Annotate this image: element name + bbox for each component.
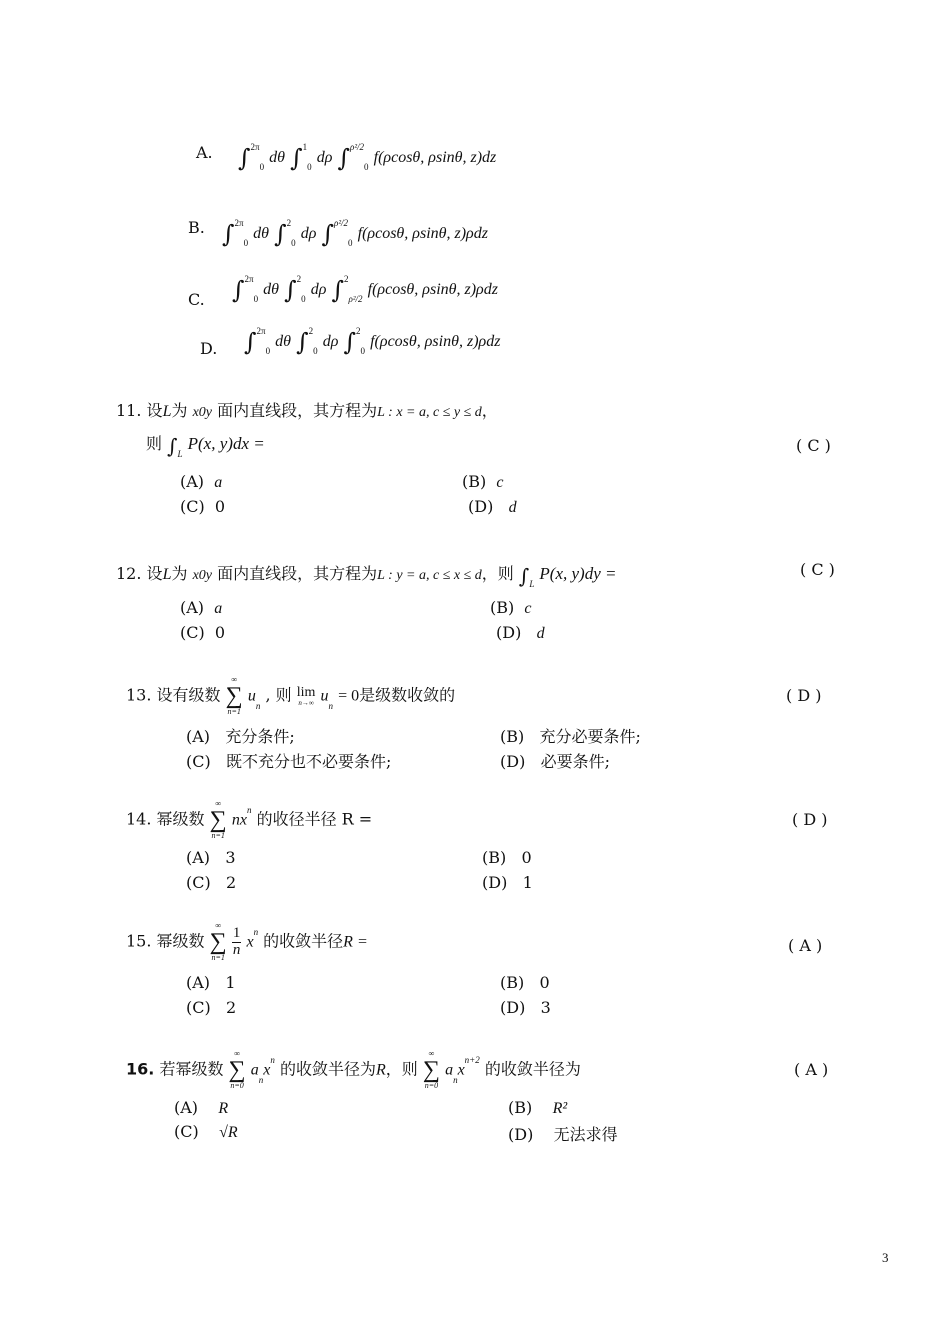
q11-option-c: (C) 0: [180, 497, 226, 516]
q12-option-d: (D) d: [496, 623, 545, 642]
q16-answer: ( A ): [794, 1060, 829, 1079]
q10-option-c: [188, 290, 205, 309]
q16-option-a: (A) R: [174, 1098, 229, 1117]
q10-option-a: [196, 143, 213, 162]
fraction: $\frac{1}{n}$: [232, 924, 241, 958]
q10-option-d: [200, 339, 217, 358]
q15-stem: 15. 幂级数 ∞ ∑ n=1 $\frac{1}{n} x^n$ 的收敛半径R =: [126, 921, 368, 962]
q12-option-b: (B) c: [490, 598, 532, 617]
q13-stem: 13. 设有级数 ∞ ∑ n=1 $u_n$ , 则 lim n→∞ $u_n = 0$是级数收敛的: [126, 675, 456, 716]
q10-option-a-expr: ∫$^{2\pi}_0$ dθ ∫$^1_0$ dρ ∫$^{\rho^2/2}_0$ f(ρcosθ, ρsinθ, z)dz: [238, 142, 497, 172]
q14-option-d: (D) 1: [482, 873, 533, 892]
sigma-sum: ∞ ∑ n=1: [209, 799, 227, 840]
sigma-sum: ∞ ∑ n=1: [209, 921, 227, 962]
q10-option-c-expr: ∫$^{2\pi}_0$ dθ ∫$^2_0$ dρ ∫$^2_{\rho^2/2}$ f(ρcosθ, ρsinθ, z)ρdz: [232, 274, 498, 304]
q12-answer: ( C ): [800, 560, 835, 579]
q11-integral: 则 $\int_L$ P(x, y)dx =: [146, 434, 265, 459]
q11-answer: ( C ): [796, 436, 831, 455]
q16-option-b: (B) R²: [508, 1098, 568, 1117]
q11-option-b: (B) c: [462, 472, 504, 491]
q10-option-b: [188, 218, 205, 237]
q13-option-d: (D) 必要条件;: [500, 752, 610, 771]
q15-option-b: (B) 0: [500, 973, 550, 992]
q13-option-a: (A) 充分条件;: [186, 727, 295, 746]
page-number: 3: [882, 1250, 889, 1265]
sigma-sum-2: ∞ ∑ n=0: [422, 1049, 440, 1090]
option-label: C.: [188, 290, 205, 309]
sigma-sum: ∞ ∑ n=1: [225, 675, 243, 716]
option-label: B.: [188, 218, 205, 237]
q14-option-c: (C) 2: [186, 873, 237, 892]
q12-stem: 12. 设L为 x0y 面内直线段，其方程为L : y = a, c ≤ x ≤ d，则 $\int_L$ P(x, y)dy =: [116, 564, 617, 589]
q12-option-c: (C) 0: [180, 623, 226, 642]
q14-answer: ( D ): [792, 810, 828, 829]
q11-stem: 11. 设L为 x0y 面内直线段，其方程为L : x = a, c ≤ y ≤ d，: [116, 401, 498, 420]
option-label: D.: [200, 339, 218, 358]
q14-stem: 14. 幂级数 ∞ ∑ n=1 $nx^n$ 的收径半径 R =: [126, 799, 373, 840]
q16-option-c: (C) √R: [174, 1122, 238, 1141]
q13-option-c: (C) 既不充分也不必要条件;: [186, 752, 392, 771]
q12-option-a: (A) a: [180, 598, 223, 617]
q13-answer: ( D ): [786, 686, 822, 705]
q15-answer: ( A ): [788, 936, 823, 955]
q16-stem: 16. 若幂级数 ∞ ∑ n=0 $a_nx^n$ 的收敛半径为R，则 ∞ ∑ n=0 $a_nx^{n+2}$ 的收敛半径为: [126, 1049, 581, 1090]
sigma-sum: ∞ ∑ n=0: [228, 1049, 246, 1090]
q13-option-b: (B) 充分必要条件;: [500, 727, 641, 746]
q11-option-d: (D) d: [468, 497, 517, 516]
q10-option-d-expr: ∫$^{2\pi}_0$ dθ ∫$^2_0$ dρ ∫$^2_0$ f(ρcosθ, ρsinθ, z)ρdz: [244, 326, 501, 356]
q15-option-d: (D) 3: [500, 998, 551, 1017]
q14-option-b: (B) 0: [482, 848, 532, 867]
q16-option-d: (D) 无法求得: [508, 1125, 618, 1144]
q11-option-a: (A) a: [180, 472, 223, 491]
limit: lim n→∞: [296, 684, 316, 707]
q15-option-a: (A) 1: [186, 973, 236, 992]
option-label: A.: [196, 143, 213, 162]
q14-option-a: (A) 3: [186, 848, 236, 867]
q10-option-b-expr: ∫$^{2\pi}_0$ dθ ∫$^2_0$ dρ ∫$^{\rho^2/2}_0$ f(ρcosθ, ρsinθ, z)ρdz: [222, 218, 488, 248]
q15-option-c: (C) 2: [186, 998, 237, 1017]
